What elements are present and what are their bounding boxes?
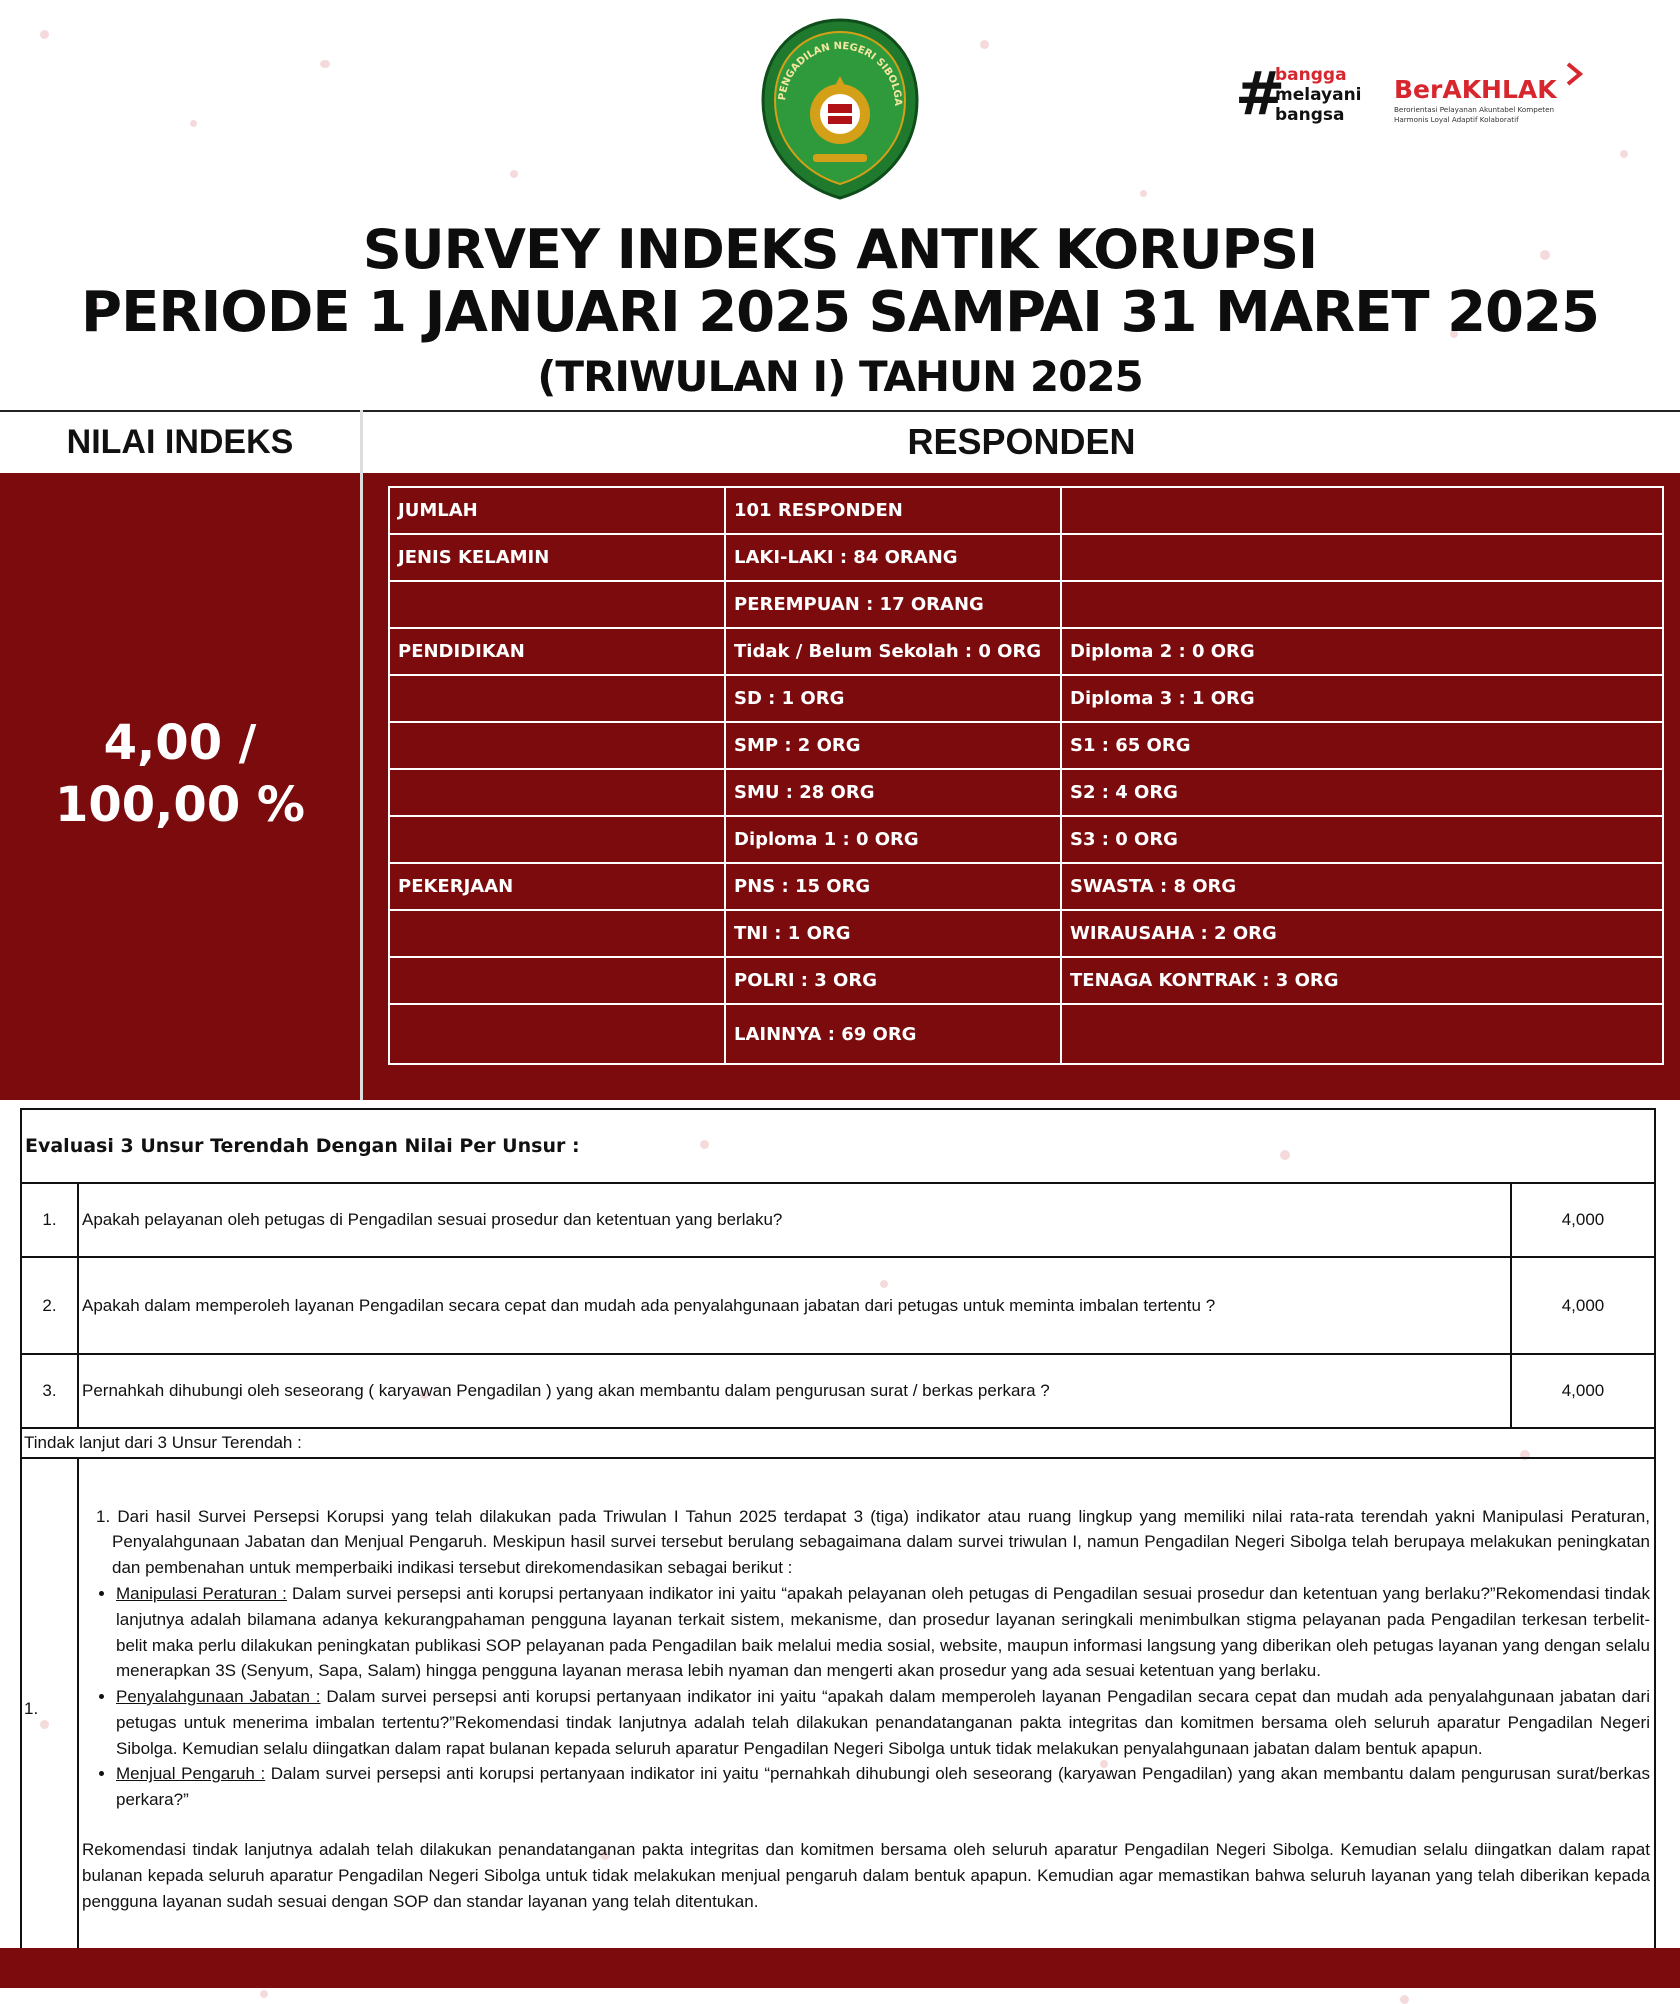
- table-row: [389, 1004, 1663, 1064]
- responden-header: RESPONDEN: [907, 421, 1136, 462]
- nilai-indeks-value: [0, 712, 360, 836]
- table-row: [389, 487, 1663, 534]
- detail-cell: SMU : 28 ORG: [725, 769, 1061, 816]
- svg-text:Harmonis Loyal Adaptif Kolabor: Harmonis Loyal Adaptif Kolaboratif: [1394, 115, 1519, 124]
- category-cell: [389, 581, 725, 628]
- tindak-lanjut-content: [78, 1458, 1655, 1960]
- item-number: 3.: [21, 1354, 78, 1428]
- svg-text:bangga: bangga: [1275, 65, 1347, 85]
- category-cell: PENDIDIKAN: [389, 628, 725, 675]
- detail-cell-2: S2 : 4 ORG: [1061, 769, 1663, 816]
- table-row: [389, 675, 1663, 722]
- evaluasi-heading-row: [21, 1109, 1655, 1183]
- nilai-indeks-value-line2: 100,00 %: [54, 777, 306, 833]
- svg-text:Berorientasi Pelayanan Akuntab: Berorientasi Pelayanan Akuntabel Kompeten: [1394, 105, 1555, 114]
- bottom-bar: [0, 1948, 1680, 1988]
- detail-cell-2: [1061, 534, 1663, 581]
- table-row: [389, 863, 1663, 910]
- recommendation-label: Manipulasi Peraturan :: [116, 1583, 287, 1603]
- list-item: [116, 1684, 1650, 1761]
- category-cell: [389, 722, 725, 769]
- detail-cell-2: [1061, 1004, 1663, 1064]
- recommendation-list: [82, 1581, 1650, 1813]
- category-cell: [389, 769, 725, 816]
- item-number: 2.: [21, 1257, 78, 1354]
- table-row: [21, 1354, 1655, 1428]
- recommendation-label: Menjual Pengaruh :: [116, 1764, 266, 1784]
- recommendation-text: Dalam survei persepsi anti korupsi pertanyaan indikator ini yaitu “apakah dalam memperoleh layanan Pengadilan secara cepat dan mudah ada penyalahgunaan jabatan dari petugas untuk menerima imbalan tertentu?”Rekomendasi tindak lanjutnya adalah telah dilakukan penandatanganan pakta integritas dan komitmen bersama oleh seluruh aparatur Pengadilan Negeri Sibolga. Kemudian selalu diingatkan dalam rapat bulanan kepada seluruh aparatur Pengadilan Negeri Sibolga untuk tidak melakukan penyalahgunaan jabatan dalam bentuk apapun.: [116, 1687, 1650, 1758]
- list-item: [116, 1581, 1650, 1684]
- item-question: Apakah dalam memperoleh layanan Pengadilan secara cepat dan mudah ada penyalahgunaan jabatan dari petugas untuk meminta imbalan tertentu ?: [78, 1257, 1511, 1354]
- detail-cell: PEREMPUAN : 17 ORANG: [725, 581, 1061, 628]
- item-value: 4,000: [1511, 1183, 1655, 1257]
- detail-cell: PNS : 15 ORG: [725, 863, 1061, 910]
- court-logo-seal: [755, 16, 925, 202]
- recommendation-text: Dalam survei persepsi anti korupsi pertanyaan indikator ini yaitu “pernahkah dihubungi oleh seseorang (karyawan Pengadilan) yang akan membantu dalam pengurusan surat/berkas perkara?”: [116, 1764, 1650, 1810]
- category-cell: JENIS KELAMIN: [389, 534, 725, 581]
- detail-cell-2: S1 : 65 ORG: [1061, 722, 1663, 769]
- table-row: [21, 1183, 1655, 1257]
- table-row: [389, 581, 1663, 628]
- tindak-lanjut-row: [21, 1458, 1655, 1960]
- recommendation-label: Penyalahgunaan Jabatan :: [116, 1687, 321, 1707]
- detail-cell-2: [1061, 487, 1663, 534]
- responden-table: [388, 486, 1664, 1065]
- nilai-indeks-value-line1: 4,00 /: [103, 715, 257, 771]
- category-cell: JUMLAH: [389, 487, 725, 534]
- berakhlak-logo: [1392, 60, 1592, 130]
- title-line-1: SURVEY INDEKS ANTIK KORUPSI: [362, 218, 1318, 281]
- category-cell: [389, 957, 725, 1004]
- detail-cell: LAKI-LAKI : 84 ORANG: [725, 534, 1061, 581]
- table-row: [389, 722, 1663, 769]
- detail-cell: SD : 1 ORG: [725, 675, 1061, 722]
- closing-recommendation: Rekomendasi tindak lanjutnya adalah telah dilakukan penandatanganan pakta integritas dan komitmen bersama oleh seluruh aparatur Pengadilan Negeri Sibolga. Kemudian selalu diingatkan dalam rapat bulanan kepada seluruh aparatur Pengadilan Negeri Sibolga untuk tidak melakukan menjual pengaruh dalam bentuk apapun. Kemudian agar memastikan bahwa seluruh layanan yang telah diberikan kepada pengguna layanan sudah sesuai dengan SOP dan standar layanan yang telah ditentukan.: [82, 1840, 1650, 1911]
- svg-text:PENGADILAN NEGERI SIBOLGA: PENGADILAN NEGERI SIBOLGA: [777, 40, 904, 107]
- tindak-lanjut-label-row: [21, 1428, 1655, 1458]
- title-line-3: (TRIWULAN I) TAHUN 2025: [537, 352, 1143, 401]
- detail-cell: TNI : 1 ORG: [725, 910, 1061, 957]
- detail-cell-2: [1061, 581, 1663, 628]
- category-cell: [389, 675, 725, 722]
- category-cell: [389, 1004, 725, 1064]
- detail-cell-2: Diploma 2 : 0 ORG: [1061, 628, 1663, 675]
- svg-text:BerAKHLAK: BerAKHLAK: [1394, 75, 1557, 104]
- detail-cell: POLRI : 3 ORG: [725, 957, 1061, 1004]
- category-cell: PEKERJAAN: [389, 863, 725, 910]
- detail-cell-2: WIRAUSAHA : 2 ORG: [1061, 910, 1663, 957]
- detail-cell: LAINNYA : 69 ORG: [725, 1004, 1061, 1064]
- detail-cell-2: TENAGA KONTRAK : 3 ORG: [1061, 957, 1663, 1004]
- item-question: Apakah pelayanan oleh petugas di Pengadilan sesuai prosedur dan ketentuan yang berlaku?: [78, 1183, 1511, 1257]
- nilai-indeks-header: NILAI INDEKS: [66, 423, 294, 461]
- title-line-2: PERIODE 1 JANUARI 2025 SAMPAI 31 MARET 2025: [81, 280, 1599, 345]
- evaluasi-table: [20, 1108, 1656, 1961]
- column-divider: [360, 410, 363, 1100]
- bangga-melayani-bangsa-logo: [1235, 62, 1375, 126]
- item-number: 1.: [21, 1183, 78, 1257]
- detail-cell: Tidak / Belum Sekolah : 0 ORG: [725, 628, 1061, 675]
- recommendation-text: Dalam survei persepsi anti korupsi pertanyaan indikator ini yaitu “apakah pelayanan oleh petugas di Pengadilan sesuai prosedur dan ketentuan yang berlaku?”Rekomendasi tindak lanjutnya adalah bilamana adanya kekurangpahaman pengguna layanan terkait sistem, mekanisme, dan prosedur layanan seringkali menimbulkan stigma pelayanan pada Pengadilan terkesan terbelit-belit maka perlu dilakukan peningkatan publikasi SOP pelayanan pada Pengadilan baik melalui media sosial, website, maupun informasi langsung yang diberikan oleh petugas layanan yang dengan selalu menerapkan 3S (Senyum, Sapa, Salam) hingga pengguna layanan merasa lebih nyaman dan mengerti akan prosedur yang ada sesuai ketentuan yang berlaku.: [116, 1583, 1650, 1681]
- detail-cell: 101 RESPONDEN: [725, 487, 1061, 534]
- svg-text:bangsa: bangsa: [1275, 105, 1345, 125]
- table-row: [389, 534, 1663, 581]
- item-value: 4,000: [1511, 1257, 1655, 1354]
- detail-cell: Diploma 1 : 0 ORG: [725, 816, 1061, 863]
- table-row: [389, 957, 1663, 1004]
- list-item: [116, 1761, 1650, 1813]
- table-row: [389, 628, 1663, 675]
- item-question: Pernahkah dihubungi oleh seseorang ( karyawan Pengadilan ) yang akan membantu dalam pengurusan surat / berkas perkara ?: [78, 1354, 1511, 1428]
- detail-cell: SMP : 2 ORG: [725, 722, 1061, 769]
- tindak-lanjut-intro: 1. Dari hasil Survei Persepsi Korupsi yang telah dilakukan pada Triwulan I Tahun 2025 terdapat 3 (tiga) indikator atau ruang lingkup yang memiliki nilai rata-rata terendah yakni Manipulasi Peraturan, Penyalahgunaan Jabatan dan Menjual Pengaruh. Meskipun hasil survei tersebut berulang sebagaimana dalam survei triwulan I, namun Pengadilan Negeri Sibolga telah berupaya melakukan peningkatan dan pembenahan untuk memperbaiki indikasi tersebut direkomendasikan sebagai berikut :: [96, 1506, 1650, 1578]
- detail-cell-2: S3 : 0 ORG: [1061, 816, 1663, 863]
- table-row: [389, 910, 1663, 957]
- detail-cell-2: SWASTA : 8 ORG: [1061, 863, 1663, 910]
- tindak-lanjut-label: Tindak lanjut dari 3 Unsur Terendah :: [21, 1428, 1655, 1458]
- table-row: [389, 816, 1663, 863]
- svg-text:#: #: [1235, 62, 1286, 126]
- category-cell: [389, 816, 725, 863]
- tindak-lanjut-number: 1.: [21, 1458, 78, 1960]
- item-value: 4,000: [1511, 1354, 1655, 1428]
- evaluasi-heading: Evaluasi 3 Unsur Terendah Dengan Nilai Per Unsur :: [21, 1109, 1655, 1183]
- table-row: [21, 1257, 1655, 1354]
- table-row: [389, 769, 1663, 816]
- detail-cell-2: Diploma 3 : 1 ORG: [1061, 675, 1663, 722]
- category-cell: [389, 910, 725, 957]
- svg-text:melayani: melayani: [1275, 85, 1362, 105]
